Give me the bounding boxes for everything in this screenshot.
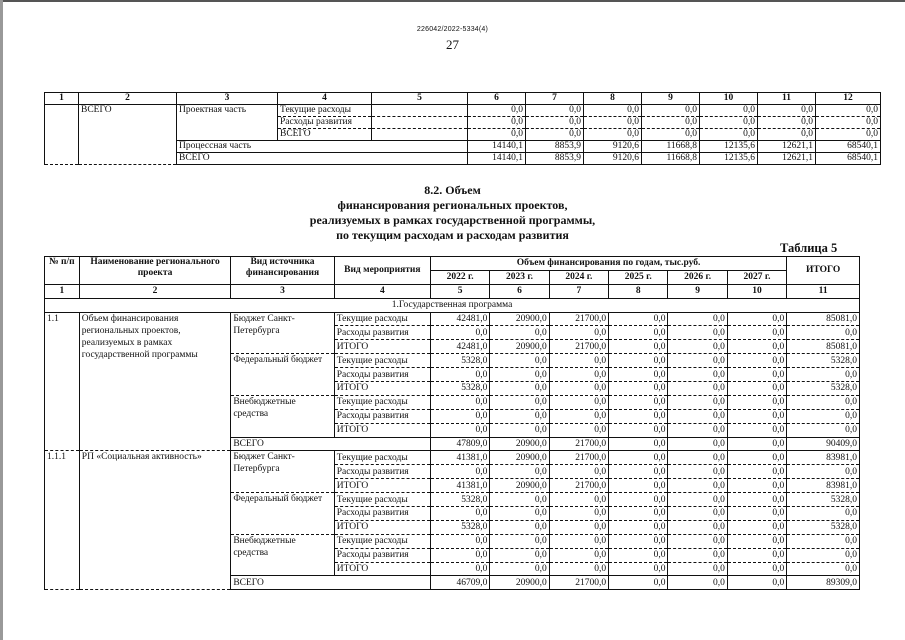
- value-cell: 0,0: [609, 451, 668, 465]
- page-number: 27: [446, 37, 459, 52]
- section-title-line: финансирования региональных проектов,: [337, 198, 568, 212]
- value-cell: 0,0: [758, 105, 816, 117]
- header-year: 2022 г.: [430, 270, 489, 284]
- activity-label: ИТОГО: [334, 382, 430, 396]
- value-cell: 46709,0: [430, 576, 489, 590]
- value-cell: 9120,6: [584, 153, 642, 165]
- column-number: 11: [758, 93, 816, 105]
- value-cell: 0,0: [668, 520, 727, 534]
- value-cell: 0,0: [668, 368, 727, 382]
- activity-label: Расходы развития: [334, 368, 430, 382]
- value-cell: 0,0: [609, 354, 668, 368]
- value-cell: 0,0: [549, 395, 608, 409]
- value-cell: 0,0: [758, 129, 816, 141]
- funding-source: Федеральный бюджет: [231, 354, 334, 396]
- value-cell: 11668,8: [642, 141, 700, 153]
- column-number: 4: [334, 284, 430, 298]
- section-title-line: 8.2. Объем: [424, 183, 481, 197]
- value-cell: 0,0: [490, 493, 549, 507]
- value-cell: 0,0: [490, 368, 549, 382]
- table-row: [45, 312, 860, 326]
- value-cell: 0,0: [668, 562, 727, 576]
- row-number: 1.1: [45, 312, 80, 451]
- financing-table: [44, 256, 860, 590]
- value-cell: 0,0: [430, 326, 489, 340]
- value-cell: 0,0: [727, 340, 786, 354]
- value-cell: 0,0: [490, 465, 549, 479]
- project-name: Объем финансирования региональных проектов, реализуемых в рамках государственной программы: [79, 312, 231, 451]
- header-name: Наименование регионального проекта: [79, 257, 231, 285]
- value-cell: 0,0: [727, 520, 786, 534]
- value-cell: 89309,0: [787, 576, 860, 590]
- value-cell: 0,0: [609, 340, 668, 354]
- value-cell: 0,0: [727, 479, 786, 493]
- funding-source: Внебюджетные средства: [231, 534, 334, 576]
- value-cell: 0,0: [430, 548, 489, 562]
- value-cell: 0,0: [668, 576, 727, 590]
- value-cell: 0,0: [526, 117, 584, 129]
- value-cell: 0,0: [668, 395, 727, 409]
- activity-label: ИТОГО: [334, 340, 430, 354]
- activity-label: Расходы развития: [334, 326, 430, 340]
- value-cell: 0,0: [584, 129, 642, 141]
- total-label: ВСЕГО: [231, 576, 431, 590]
- value-cell: 0,0: [490, 507, 549, 521]
- column-number: 6: [468, 93, 526, 105]
- value-cell: 0,0: [727, 326, 786, 340]
- value-cell: 0,0: [609, 479, 668, 493]
- value-cell: 41381,0: [430, 451, 489, 465]
- value-cell: 14140,1: [468, 141, 526, 153]
- funding-source: Бюджет Санкт-Петербурга: [231, 451, 334, 493]
- value-cell: 0,0: [490, 395, 549, 409]
- activity-label: ИТОГО: [334, 562, 430, 576]
- value-cell: 0,0: [430, 423, 489, 437]
- row-number: 1.1.1: [45, 451, 80, 590]
- activity-label: ИТОГО: [334, 423, 430, 437]
- document-number: 226042/2022-5334(4): [416, 26, 489, 33]
- program-row: [45, 298, 860, 312]
- activity-label: Текущие расходы: [334, 493, 430, 507]
- value-cell: 0,0: [549, 562, 608, 576]
- value-cell: 0,0: [490, 520, 549, 534]
- section-title-line: по текущим расходам и расходам развития: [336, 228, 569, 242]
- header-total: ИТОГО: [787, 257, 860, 285]
- value-cell: 5328,0: [430, 520, 489, 534]
- value-cell: 0,0: [609, 534, 668, 548]
- value-cell: 0,0: [727, 534, 786, 548]
- value-cell: 68540,1: [816, 153, 881, 165]
- value-cell: 0,0: [668, 382, 727, 396]
- section-title: [0, 183, 905, 243]
- value-cell: 14140,1: [468, 153, 526, 165]
- value-cell: 9120,6: [584, 141, 642, 153]
- value-cell: 0,0: [609, 423, 668, 437]
- value-cell: 0,0: [700, 129, 758, 141]
- column-number: 10: [700, 93, 758, 105]
- value-cell: 0,0: [727, 465, 786, 479]
- row-group-label: ВСЕГО: [79, 105, 177, 165]
- value-cell: 0,0: [727, 368, 786, 382]
- value-cell: 0,0: [430, 368, 489, 382]
- column-number: 11: [787, 284, 860, 298]
- header-year: 2026 г.: [668, 270, 727, 284]
- program-label: 1.Государственная программа: [45, 298, 860, 312]
- value-cell: 0,0: [549, 520, 608, 534]
- value-cell: 0,0: [609, 507, 668, 521]
- value-cell: 0,0: [642, 117, 700, 129]
- value-cell: 5328,0: [430, 493, 489, 507]
- table-row: [45, 451, 860, 465]
- value-cell: 0,0: [609, 562, 668, 576]
- value-cell: 0,0: [430, 395, 489, 409]
- value-cell: 5328,0: [787, 382, 860, 396]
- value-cell: 0,0: [642, 129, 700, 141]
- column-number: 3: [231, 284, 334, 298]
- value-cell: 21700,0: [549, 576, 608, 590]
- value-cell: 41381,0: [430, 479, 489, 493]
- value-cell: 20900,0: [490, 451, 549, 465]
- header-source: Вид источника финансирования: [231, 257, 334, 285]
- value-cell: 0,0: [727, 437, 786, 451]
- empty-cell: [372, 117, 468, 129]
- value-cell: 0,0: [787, 465, 860, 479]
- activity-label: Текущие расходы: [334, 312, 430, 326]
- empty-cell: [372, 105, 468, 117]
- value-cell: 0,0: [430, 534, 489, 548]
- value-cell: 0,0: [816, 117, 881, 129]
- header-year: 2024 г.: [549, 270, 608, 284]
- value-cell: 20900,0: [490, 437, 549, 451]
- value-cell: 0,0: [668, 409, 727, 423]
- value-cell: 21700,0: [549, 340, 608, 354]
- value-cell: 90409,0: [787, 437, 860, 451]
- column-number: 10: [727, 284, 786, 298]
- value-cell: 0,0: [549, 465, 608, 479]
- activity-label: Расходы развития: [334, 465, 430, 479]
- activity-label: Расходы развития: [334, 507, 430, 521]
- value-cell: 0,0: [668, 507, 727, 521]
- value-cell: 0,0: [700, 117, 758, 129]
- value-cell: 0,0: [430, 465, 489, 479]
- funding-source: Внебюджетные средства: [231, 395, 334, 437]
- value-cell: 0,0: [668, 465, 727, 479]
- value-cell: 0,0: [787, 423, 860, 437]
- value-cell: 0,0: [787, 562, 860, 576]
- value-cell: 0,0: [490, 548, 549, 562]
- value-cell: 0,0: [787, 507, 860, 521]
- value-cell: 0,0: [668, 534, 727, 548]
- value-cell: 0,0: [468, 129, 526, 141]
- row-label: Расходы развития: [278, 117, 372, 129]
- value-cell: 0,0: [816, 105, 881, 117]
- column-number: 4: [278, 93, 372, 105]
- value-cell: 0,0: [642, 105, 700, 117]
- row-label: Процессная часть: [177, 141, 468, 153]
- value-cell: 0,0: [668, 479, 727, 493]
- header-year: 2025 г.: [609, 270, 668, 284]
- value-cell: 0,0: [584, 117, 642, 129]
- value-cell: 0,0: [490, 534, 549, 548]
- value-cell: 0,0: [787, 534, 860, 548]
- value-cell: 0,0: [609, 395, 668, 409]
- column-number: 2: [79, 93, 177, 105]
- value-cell: 0,0: [758, 117, 816, 129]
- value-cell: 5328,0: [787, 354, 860, 368]
- value-cell: 0,0: [468, 105, 526, 117]
- value-cell: 0,0: [787, 326, 860, 340]
- header-row: [45, 257, 860, 271]
- value-cell: 0,0: [668, 340, 727, 354]
- value-cell: 0,0: [727, 382, 786, 396]
- column-number: 8: [584, 93, 642, 105]
- value-cell: 0,0: [668, 451, 727, 465]
- value-cell: 0,0: [490, 382, 549, 396]
- value-cell: 0,0: [727, 507, 786, 521]
- value-cell: 5328,0: [787, 493, 860, 507]
- project-name: РП «Социальная активность»: [79, 451, 231, 590]
- value-cell: 0,0: [787, 409, 860, 423]
- header-volume: Объем финансирования по годам, тыс.руб.: [430, 257, 786, 271]
- value-cell: 0,0: [727, 451, 786, 465]
- value-cell: 83981,0: [787, 451, 860, 465]
- value-cell: 0,0: [468, 117, 526, 129]
- column-number-row: [45, 284, 860, 298]
- header-year: 2023 г.: [490, 270, 549, 284]
- value-cell: 0,0: [526, 129, 584, 141]
- continuation-table: [44, 92, 881, 165]
- empty-cell: [45, 105, 79, 165]
- value-cell: 12621,1: [758, 141, 816, 153]
- value-cell: 0,0: [609, 520, 668, 534]
- value-cell: 0,0: [727, 395, 786, 409]
- value-cell: 0,0: [668, 312, 727, 326]
- value-cell: 42481,0: [430, 312, 489, 326]
- funding-source: Бюджет Санкт-Петербурга: [231, 312, 334, 354]
- page-top-edge: [0, 0, 905, 2]
- value-cell: 0,0: [816, 129, 881, 141]
- value-cell: 0,0: [787, 395, 860, 409]
- value-cell: 0,0: [549, 382, 608, 396]
- value-cell: 83981,0: [787, 479, 860, 493]
- value-cell: 8853,9: [526, 141, 584, 153]
- column-number: 7: [526, 93, 584, 105]
- part-label: Проектная часть: [177, 105, 278, 141]
- value-cell: 11668,8: [642, 153, 700, 165]
- activity-label: ИТОГО: [334, 479, 430, 493]
- table-label: Таблица 5: [780, 241, 838, 255]
- value-cell: 0,0: [727, 354, 786, 368]
- value-cell: 0,0: [609, 312, 668, 326]
- value-cell: 0,0: [668, 423, 727, 437]
- value-cell: 0,0: [549, 534, 608, 548]
- column-number: 5: [372, 93, 468, 105]
- value-cell: 0,0: [549, 409, 608, 423]
- value-cell: 0,0: [609, 576, 668, 590]
- value-cell: 5328,0: [787, 520, 860, 534]
- column-number: 5: [430, 284, 489, 298]
- value-cell: 0,0: [727, 312, 786, 326]
- value-cell: 0,0: [609, 437, 668, 451]
- column-number: 1: [45, 93, 79, 105]
- value-cell: 8853,9: [526, 153, 584, 165]
- value-cell: 5328,0: [430, 354, 489, 368]
- row-label: ВСЕГО: [177, 153, 468, 165]
- column-number: 9: [668, 284, 727, 298]
- value-cell: 0,0: [668, 548, 727, 562]
- value-cell: 21700,0: [549, 437, 608, 451]
- value-cell: 0,0: [609, 368, 668, 382]
- column-number: 6: [490, 284, 549, 298]
- value-cell: 0,0: [787, 548, 860, 562]
- value-cell: 42481,0: [430, 340, 489, 354]
- column-number-row: [45, 93, 881, 105]
- value-cell: 0,0: [490, 423, 549, 437]
- funding-source: Федеральный бюджет: [231, 493, 334, 535]
- activity-label: Расходы развития: [334, 548, 430, 562]
- value-cell: 0,0: [668, 354, 727, 368]
- empty-cell: [372, 129, 468, 141]
- value-cell: 5328,0: [430, 382, 489, 396]
- activity-label: ИТОГО: [334, 520, 430, 534]
- value-cell: 0,0: [787, 368, 860, 382]
- value-cell: 0,0: [727, 562, 786, 576]
- activity-label: Расходы развития: [334, 409, 430, 423]
- value-cell: 0,0: [430, 562, 489, 576]
- value-cell: 0,0: [490, 326, 549, 340]
- value-cell: 21700,0: [549, 312, 608, 326]
- value-cell: 0,0: [430, 507, 489, 521]
- value-cell: 20900,0: [490, 312, 549, 326]
- value-cell: 0,0: [727, 423, 786, 437]
- column-number: 12: [816, 93, 881, 105]
- page-left-edge: [0, 0, 3, 640]
- value-cell: 0,0: [668, 437, 727, 451]
- column-number: 1: [45, 284, 80, 298]
- value-cell: 0,0: [609, 493, 668, 507]
- value-cell: 20900,0: [490, 576, 549, 590]
- value-cell: 0,0: [490, 354, 549, 368]
- column-number: 7: [549, 284, 608, 298]
- value-cell: 0,0: [668, 493, 727, 507]
- header-year: 2027 г.: [727, 270, 786, 284]
- value-cell: 0,0: [727, 548, 786, 562]
- value-cell: 0,0: [609, 548, 668, 562]
- value-cell: 0,0: [549, 507, 608, 521]
- value-cell: 0,0: [668, 326, 727, 340]
- value-cell: 12135,6: [700, 141, 758, 153]
- value-cell: 0,0: [549, 326, 608, 340]
- header-activity: Вид мероприятия: [334, 257, 430, 285]
- value-cell: 0,0: [584, 105, 642, 117]
- value-cell: 21700,0: [549, 479, 608, 493]
- value-cell: 0,0: [727, 576, 786, 590]
- value-cell: 0,0: [490, 409, 549, 423]
- column-number: 8: [609, 284, 668, 298]
- value-cell: 0,0: [609, 409, 668, 423]
- value-cell: 0,0: [549, 548, 608, 562]
- value-cell: 0,0: [549, 354, 608, 368]
- row-label: ВСЕГО: [278, 129, 372, 141]
- activity-label: Текущие расходы: [334, 534, 430, 548]
- value-cell: 85081,0: [787, 340, 860, 354]
- value-cell: 0,0: [609, 465, 668, 479]
- value-cell: 0,0: [727, 493, 786, 507]
- activity-label: Текущие расходы: [334, 395, 430, 409]
- value-cell: 12135,6: [700, 153, 758, 165]
- value-cell: 0,0: [609, 382, 668, 396]
- value-cell: 47809,0: [430, 437, 489, 451]
- value-cell: 0,0: [609, 326, 668, 340]
- value-cell: 0,0: [727, 409, 786, 423]
- value-cell: 0,0: [549, 423, 608, 437]
- value-cell: 20900,0: [490, 479, 549, 493]
- value-cell: 0,0: [700, 105, 758, 117]
- total-label: ВСЕГО: [231, 437, 431, 451]
- value-cell: 0,0: [526, 105, 584, 117]
- row-label: Текущие расходы: [278, 105, 372, 117]
- activity-label: Текущие расходы: [334, 451, 430, 465]
- value-cell: 20900,0: [490, 340, 549, 354]
- value-cell: 68540,1: [816, 141, 881, 153]
- value-cell: 0,0: [549, 368, 608, 382]
- value-cell: 21700,0: [549, 451, 608, 465]
- activity-label: Текущие расходы: [334, 354, 430, 368]
- value-cell: 0,0: [430, 409, 489, 423]
- value-cell: 85081,0: [787, 312, 860, 326]
- value-cell: 0,0: [549, 493, 608, 507]
- column-number: 2: [79, 284, 231, 298]
- column-number: 3: [177, 93, 278, 105]
- value-cell: 12621,1: [758, 153, 816, 165]
- table-row: [45, 105, 881, 117]
- column-number: 9: [642, 93, 700, 105]
- section-title-line: реализуемых в рамках государственной программы,: [309, 213, 596, 227]
- value-cell: 0,0: [490, 562, 549, 576]
- header-num: № п/п: [45, 257, 80, 285]
